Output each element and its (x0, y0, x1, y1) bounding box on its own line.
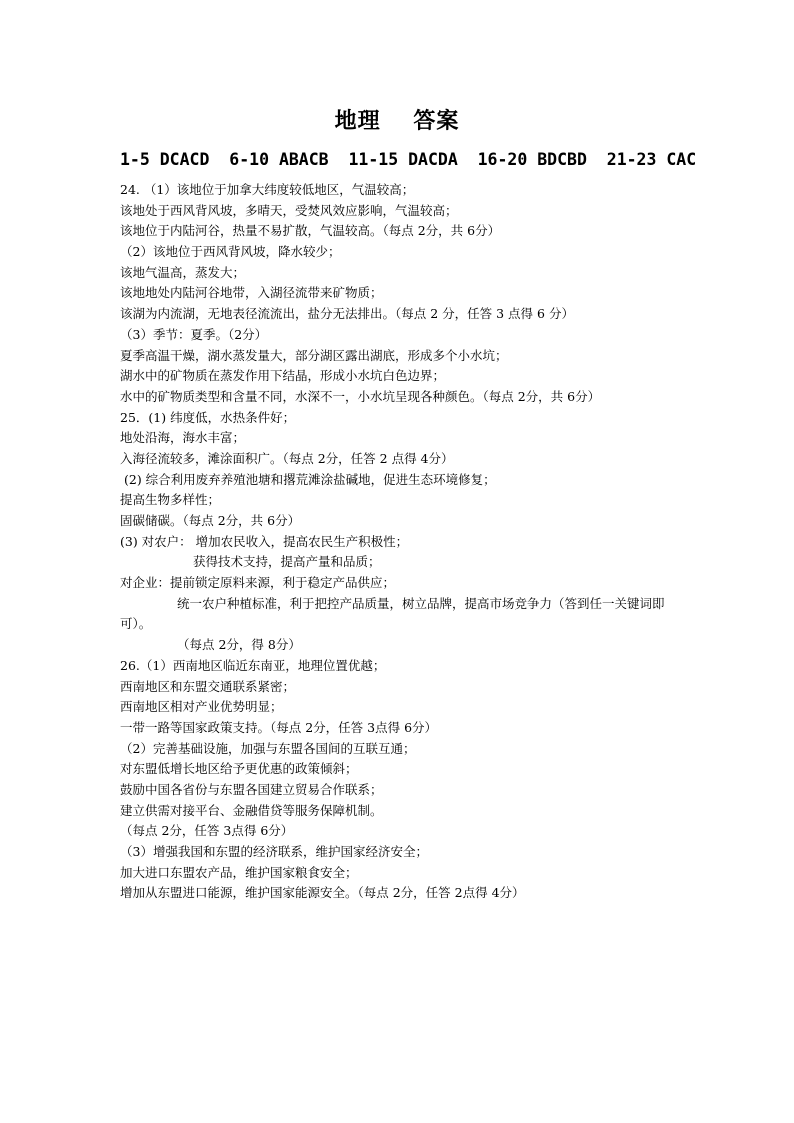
answer-line: 入海径流较多，滩涂面积广。（每点 2分，任答 2 点得 4分） (120, 450, 454, 466)
answer-line: （2）该地位于西风背风坡，降水较少； (120, 244, 341, 260)
answer-line: (3) 对农户： 增加农民收入，提高农民生产积极性； (120, 533, 409, 549)
answer-line: 获得技术支持，提高产量和品质； (193, 554, 381, 570)
answer-line: 地处沿海，海水丰富； (120, 430, 246, 446)
answer-line: 对东盟低增长地区给予更优惠的政策倾斜； (120, 761, 358, 777)
answer-line: 建立供需对接平台、金融借贷等服务保障机制。 (120, 802, 383, 818)
answer-line: 对企业：提前锁定原料来源，利于稳定产品供应； (120, 575, 396, 591)
answer-line: 24. （1）该地位于加拿大纬度较低地区，气温较高； (120, 182, 415, 197)
answer-line: 该地位于内陆河谷，热量不易扩散，气温较高。（每点 2分，共 6分） (120, 223, 501, 239)
answer-line: 西南地区相对产业优势明显； (120, 699, 283, 715)
multiple-choice-answer-key: 1-5 DCACD 6-10 ABACB 11-15 DACDA 16-20 BDCBD 21-23 CAC (120, 150, 697, 169)
answer-line: 该地地处内陆河谷地带，入湖径流带来矿物质； (120, 285, 383, 301)
answer-line: 西南地区和东盟交通联系紧密； (120, 678, 296, 694)
answer-line: 26.（1）西南地区临近东南亚，地理位置优越； (120, 657, 386, 673)
page-title: 地理 答案 (334, 109, 460, 134)
answer-line (120, 594, 680, 635)
answer-line: (2) 综合利用废弃养殖池塘和撂荒滩涂盐碱地，促进生态环境修复； (124, 471, 496, 487)
answer-line: 水中的矿物质类型和含量不同，水深不一，小水坑呈现各种颜色。（每点 2分，共 6分） (120, 388, 601, 404)
answer-line: 该地处于西风背风坡，多晴天，受焚风效应影响，气温较高； (120, 202, 458, 218)
answer-line: （3）季节：夏季。（2分） (120, 326, 268, 342)
answer-line: 湖水中的矿物质在蒸发作用下结晶，形成小水坑白色边界； (120, 368, 446, 384)
answer-line: 夏季高温干燥，湖水蒸发量大，部分湖区露出湖底，形成多个小水坑； (120, 347, 508, 363)
answer-line: 增加从东盟进口能源，维护国家能源安全。（每点 2分，任答 2点得 4分） (120, 885, 525, 901)
answer-line: 提高生物多样性； (120, 492, 221, 508)
answer-line: 加大进口东盟农产品，维护国家粮食安全； (120, 864, 358, 880)
answer-line: 该湖为内流湖，无地表径流流出，盐分无法排出。（每点 2 分，任答 3 点得 6 分） (120, 306, 574, 322)
answer-body (120, 180, 680, 904)
answer-line: 固碳储碳。（每点 2分，共 6分） (120, 513, 301, 528)
answer-line-text: 统一农户种植标准，利于把控产品质量，树立品牌，提高市场竞争力（答到任一关键词即可）。 (120, 595, 665, 632)
answer-line: 该地气温高，蒸发大； (120, 264, 246, 280)
answer-line: （3）增强我国和东盟的经济联系，维护国家经济安全； (120, 844, 428, 860)
answer-line: （2）完善基础设施，加强与东盟各国间的互联互通； (120, 740, 416, 756)
answer-line: 鼓励中国各省份与东盟各国建立贸易合作联系； (120, 781, 383, 797)
answer-line: 一带一路等国家政策支持。（每点 2分，任答 3点得 6分） (120, 719, 438, 735)
answer-line: （每点 2分，得 8分） (177, 637, 301, 653)
answer-line: 25．(1) 纬度低，水热条件好； (120, 409, 296, 425)
answer-line: （每点 2分，任答 3点得 6分） (120, 823, 294, 839)
